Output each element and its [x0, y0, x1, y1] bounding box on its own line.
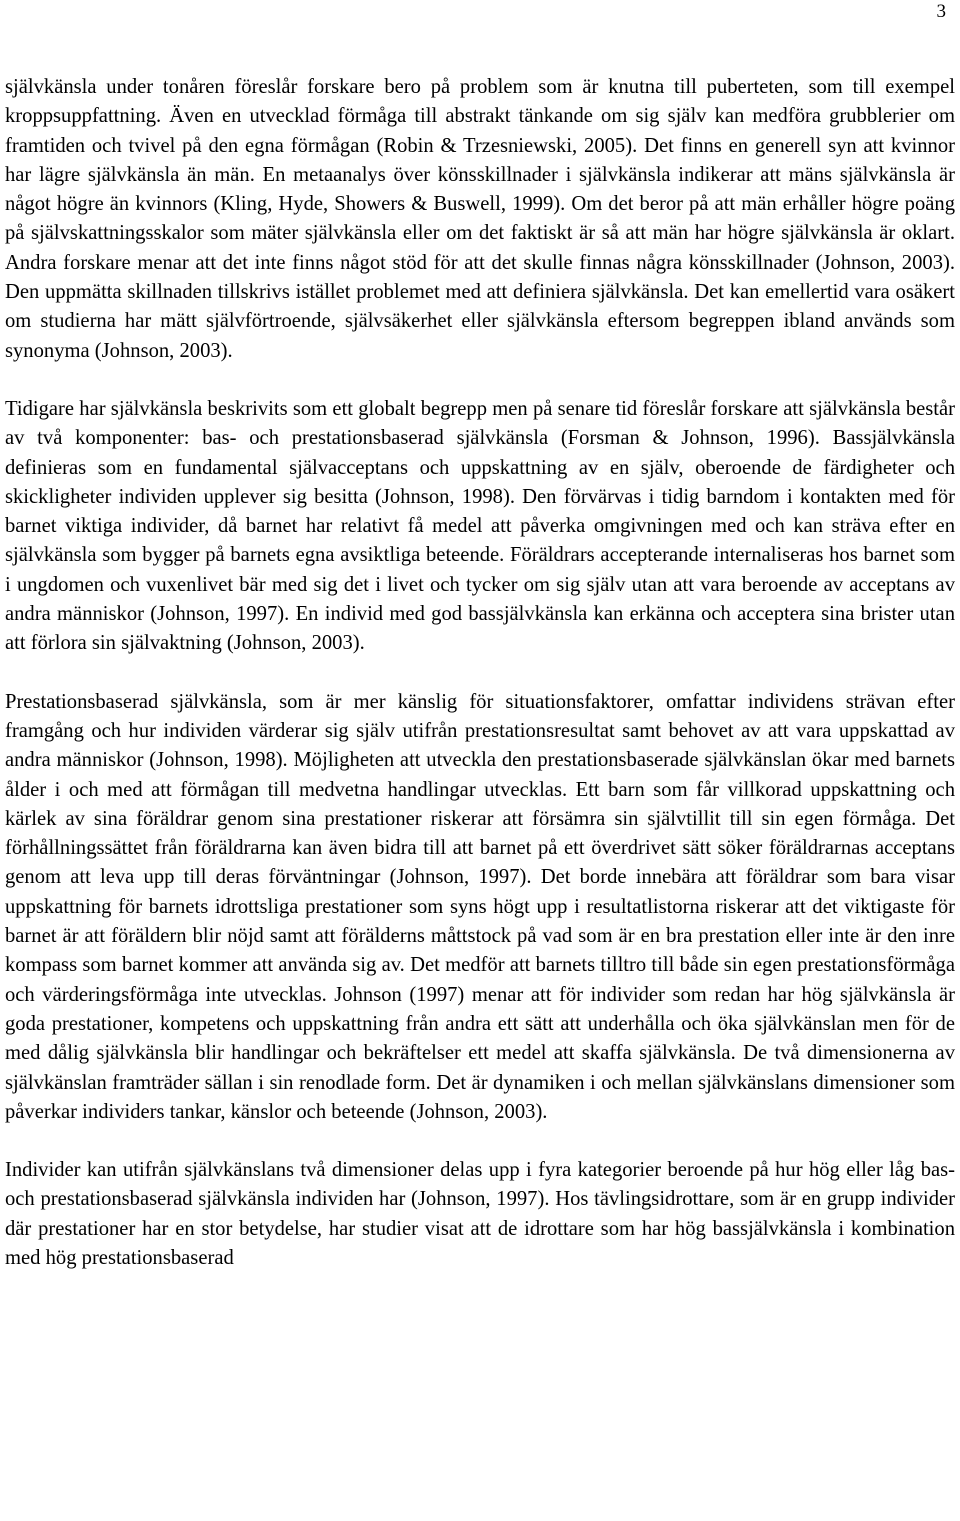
document-body — [5, 73, 955, 1273]
paragraph-performance-self-esteem: Prestationsbaserad självkänsla, som är mer känslig för situationsfaktorer, omfattar individens strävan efter framgång och hur individen värderar sig själv utifrån prestationsresultat samt behovet av att vara uppskattad av andra människor (Johnson, 1998). Möjligheten att utveckla den prestationsbaserade självkänslan ökar med barnets ålder i och med att förmågan till medvetna handlingar utvecklas. Ett barn som får villkorad uppskattning och kärlek av sina föräldrar genom sina prestationer riskerar att försämra sin självtillit till sin egen förmåga. Det förhållningssättet från föräldrarna kan även bidra till att barnet på ett överdrivet sätt söker föräldrarnas acceptans genom att leva upp till deras förväntningar (Johnson, 1997). Det borde innebära att föräldrar som bara visar uppskattning för barnets idrottsliga prestationer som syns högt upp i resultatlistorna riskerar att det viktigaste för barnet är att föräldern blir nöjd samt att förälderns måttstock på vad som är en bra prestation eller inte är den inre kompass som barnet kommer att använda sig av. Det medför att barnets tilltro till både sin egen prestationsförmåga och värderingsförmåga inte utvecklas. Johnson (1997) menar att för individer som redan har hög självkänsla är goda prestationer, kompetens och uppskattning från andra ett sätt att underhålla och öka självkänslan men för de med dålig självkänsla blir handlingar och bekräftelser ett medel att skaffa självkänsla. De två dimensionerna av självkänslan framträder sällan i sin renodlade form. Det är dynamiken i och mellan självkänslans dimensioner som påverkar individers tankar, känslor och beteende (Johnson, 2003). — [5, 690, 955, 1123]
paragraph-basic-self-esteem: Tidigare har självkänsla beskrivits som ett globalt begrepp men på senare tid föreslår forskare att självkänsla består av två komponenter: bas- och prestationsbaserad självkänsla (Forsman & Johnson, 1996). Bassjälvkänsla definieras som en fundamental självacceptans och uppskattning av en själv, oberoende de färdigheter och skickligheter individen upplever sig besitta (Johnson, 1998). Den förvärvas i tidig barndom i kontakten med för barnet viktiga individer, då barnet har relativt få medel att påverka omgivningen med och kan sträva efter en självkänsla som bygger på barnets egna avsiktliga beteende. Föräldrars accepterande internaliseras hos barnet som i ungdomen och vuxenlivet bär med sig det i livet och tycker om sig själv utan att vara beroende av acceptans av andra människor (Johnson, 1997). En individ med god bassjälvkänsla kan erkänna och acceptera sina brister utan att förlora sin självaktning (Johnson, 2003). — [5, 397, 955, 655]
page-number: 3 — [936, 1, 946, 22]
paragraph-self-esteem-gender: självkänsla under tonåren föreslår forskare bero på problem som är knutna till puberteten, som till exempel kroppsuppfattning. Även en utvecklad förmåga till abstrakt tänkande om sig själv kan medföra grubblerier om framtiden och tvivel på den egna förmågan (Robin & Trzesniewski, 2005). Det finns en generell syn att kvinnor har lägre självkänsla än män. En metaanalys över könsskillnader i självkänsla indikerar att mäns självkänsla är något högre än kvinnors (Kling, Hyde, Showers & Buswell, 1999). Om det beror på att män erhåller högre poäng på självskattningsskalor som mäter självkänsla eller om det faktiskt är så att män har högre självkänsla är oklart. Andra forskare menar att det inte finns något stöd för att det skulle finnas några könsskillnader (Johnson, 2003). Den uppmätta skillnaden tillskrivs istället problemet med att definiera självkänsla. Det kan emellertid vara osäkert om studierna har mätt självförtroende, självsäkerhet eller självkänsla eftersom begreppen ibland används som synonyma (Johnson, 2003). — [5, 76, 955, 362]
paragraph-four-categories: Individer kan utifrån självkänslans två dimensioner delas upp i fyra kategorier beroende på hur hög eller låg bas- och prestationsbaserad självkänsla individen har (Johnson, 1997). Hos tävlingsidrottare, som är en grupp individer där prestationer har en stor betydelse, har studier visat att de idrottare som har hög bassjälvkänsla i kombination med hög prestationsbaserad — [5, 1159, 955, 1269]
